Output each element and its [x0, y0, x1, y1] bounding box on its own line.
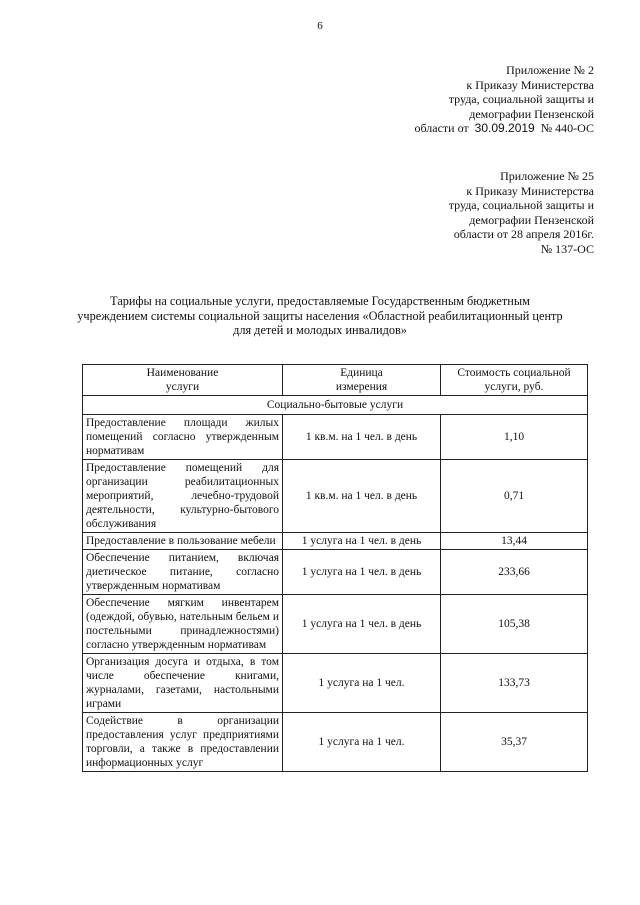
table-row	[83, 415, 588, 460]
appendix-line: труда, социальной защиты и	[448, 92, 594, 106]
header-unit	[283, 365, 441, 396]
service-name-cell: Предоставление в пользование мебели	[83, 533, 283, 550]
header-text: Единица измерения	[335, 367, 388, 393]
table-row	[83, 654, 588, 713]
price-cell: 35,37	[441, 713, 588, 772]
appendix-line: к Приказу Министерства	[466, 183, 594, 198]
appendix-line: № 137-ОС	[540, 241, 594, 256]
unit-cell: 1 услуга на 1 чел. в день	[283, 595, 441, 654]
section-title: Социально-бытовые услуги	[83, 396, 588, 415]
section-row	[83, 396, 588, 415]
service-name-cell: Содействие в организации предоставления услуг предприятиями торговли, а также в предоставлении информационных услуг	[83, 713, 283, 772]
header-service-name	[83, 365, 283, 396]
price-cell: 105,38	[441, 595, 588, 654]
date-prefix: области от	[414, 121, 469, 135]
appendix-25-header	[449, 169, 594, 256]
unit-cell: 1 кв.м. на 1 чел. в день	[283, 415, 441, 460]
tariff-table	[82, 364, 588, 772]
appendix-line: труда, социальной защиты и	[448, 198, 594, 212]
price-cell: 233,66	[441, 550, 588, 595]
service-name-cell: Предоставление помещений для организации реабилитационных мероприятий, лечебно-трудовой деятельности, культурно-бытового обслуживания	[83, 460, 283, 533]
appendix-line: демографии Пензенской	[469, 212, 594, 227]
order-number: № 440-ОС	[540, 121, 594, 135]
unit-cell: 1 кв.м. на 1 чел. в день	[283, 460, 441, 533]
table-row	[83, 550, 588, 595]
table-row	[83, 595, 588, 654]
order-date: 30.09.2019	[474, 121, 535, 135]
service-name-cell: Обеспечение мягким инвентарем (одеждой, обувью, нательным бельем и постельными принадлежностями) согласно утвержденным нормативам	[83, 595, 283, 654]
table-header-row	[83, 365, 588, 396]
table-row	[83, 460, 588, 533]
unit-cell: 1 услуга на 1 чел.	[283, 654, 441, 713]
appendix-line: области от 28 апреля 2016г.	[453, 227, 594, 241]
title-line: учреждением системы социальной защиты населения «Областной реабилитационный центр	[77, 308, 563, 323]
table-row	[83, 713, 588, 772]
service-name-cell: Обеспечение питанием, включая диетическое питание, согласно утвержденным нормативам	[83, 550, 283, 595]
header-price	[441, 365, 588, 396]
document-title	[60, 294, 580, 338]
price-cell: 133,73	[441, 654, 588, 713]
appendix-line: Приложение № 2	[506, 63, 594, 77]
header-text: Наименование услуги	[146, 367, 219, 393]
unit-cell: 1 услуга на 1 чел. в день	[283, 550, 441, 595]
title-line: Тарифы на социальные услуги, предоставляемые Государственным бюджетным	[110, 294, 530, 308]
unit-cell: 1 услуга на 1 чел. в день	[283, 533, 441, 550]
price-cell: 1,10	[441, 415, 588, 460]
appendix-line: к Приказу Министерства	[466, 77, 594, 92]
title-line: для детей и молодых инвалидов»	[233, 323, 407, 337]
page-number: 6	[317, 20, 323, 32]
appendix-line: демографии Пензенской	[469, 106, 594, 121]
table-row	[83, 533, 588, 550]
unit-cell: 1 услуга на 1 чел.	[283, 713, 441, 772]
service-name-cell: Предоставление площади жилых помещений согласно утвержденным нормативам	[83, 415, 283, 460]
appendix-line: Приложение № 25	[500, 169, 594, 183]
price-cell: 13,44	[441, 533, 588, 550]
service-name-cell: Организация досуга и отдыха, в том числе обеспечение книгами, журналами, газетами, настольными играми	[83, 654, 283, 713]
appendix-date-line	[414, 121, 594, 136]
header-text: Стоимость социальной услуги, руб.	[457, 367, 571, 393]
price-cell: 0,71	[441, 460, 588, 533]
appendix-2-header	[414, 63, 594, 136]
